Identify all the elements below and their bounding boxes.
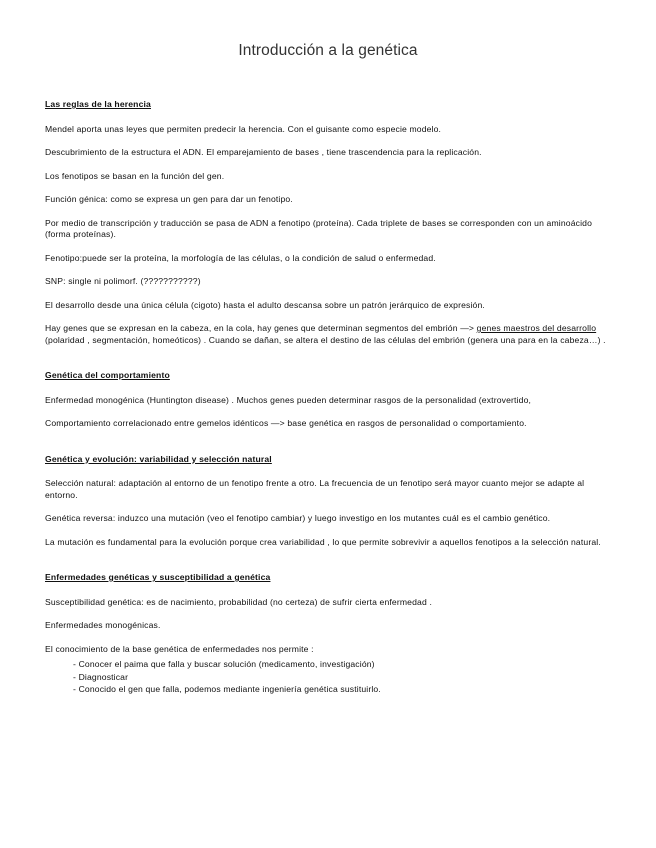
paragraph: El conocimiento de la base genética de enfermedades nos permite :	[45, 643, 314, 654]
paragraph: SNP: single ni polimorf. (???????????)	[45, 276, 201, 286]
paragraph: Comportamiento correlacionado entre gemelos idénticos —> base genética en rasgos de personalidad o comportamiento.	[45, 418, 527, 428]
section-heading: Genética del comportamiento	[45, 370, 170, 380]
text-segment: Hay genes que se expresan en la cabeza, en la cola, hay genes que determinan segmentos del embrión —>	[45, 323, 477, 333]
paragraph: Enfermedades monogénicas.	[45, 620, 161, 630]
section-enfermedades	[45, 572, 610, 696]
document-body	[45, 99, 610, 697]
bullet-list	[45, 659, 610, 696]
section-heading: Las reglas de la herencia	[45, 99, 151, 109]
paragraph: Mendel aporta unas leyes que permiten predecir la herencia. Con el guisante como especie modelo.	[45, 123, 442, 134]
paragraph: La mutación es fundamental para la evolución porque crea variabilidad , lo que permite sobrevivir a aquellos fenotipos a la selección natural.	[45, 536, 601, 547]
underlined-term: genes maestros del desarrollo	[476, 323, 597, 333]
section-evolucion	[45, 454, 610, 549]
paragraph: Enfermedad monogénica (Huntington disease) . Muchos genes pueden determinar rasgos de la personalidad (extrovertido,	[45, 394, 532, 405]
section-heading: Enfermedades genéticas y susceptibilidad a genética	[45, 572, 271, 582]
paragraph: Selección natural: adaptación al entorno de un fenotipo frente a otro. La frecuencia de un fenotipo será mayor cuanto mejor se adapte al entorno.	[45, 478, 585, 500]
section-herencia	[45, 99, 610, 346]
paragraph: Función génica: como se expresa un gen para dar un fenotipo.	[45, 194, 293, 204]
section-heading: Genética y evolución: variabilidad y selección natural	[45, 453, 272, 464]
paragraph: Descubrimiento de la estructura el ADN. El emparejamiento de bases , tiene trascendencia para la replicación.	[45, 147, 482, 157]
paragraph: Por medio de transcripción y traducción se pasa de ADN a fenotipo (proteína). Cada triplete de bases se corresponden con un aminoácido (forma proteínas).	[45, 217, 593, 239]
document-title: Introducción a la genética	[238, 42, 418, 59]
paragraph-mixed	[45, 323, 610, 346]
paragraph: El desarrollo desde una única célula (cigoto) hasta el adulto descansa sobre un patrón jerárquico de expresión.	[45, 299, 485, 310]
text-segment: (polaridad , segmentación, homeóticos) . Cuando se dañan, se altera el destino de las células del embrión (genera una para en la cabeza…) .	[45, 334, 606, 345]
section-comportamiento	[45, 370, 610, 430]
list-item: - Conocido el gen que falla, podemos mediante ingeniería genética sustituirlo.	[73, 684, 610, 696]
list-item: - Diagnosticar	[73, 672, 610, 684]
paragraph: Genética reversa: induzco una mutación (veo el fenotipo cambiar) y luego investigo en los mutantes cuál es el cambio genético.	[45, 513, 551, 523]
list-item: - Conocer el paima que falla y buscar solución (medicamento, investigación)	[73, 659, 610, 671]
paragraph: Susceptibilidad genética: es de nacimiento, probabilidad (no certeza) de sufrir cierta enfermedad .	[45, 596, 432, 607]
paragraph: Los fenotipos se basan en la función del gen.	[45, 170, 225, 181]
paragraph: Fenotipo:puede ser la proteína, la morfología de las células, o la condición de salud o enfermedad.	[45, 252, 436, 263]
